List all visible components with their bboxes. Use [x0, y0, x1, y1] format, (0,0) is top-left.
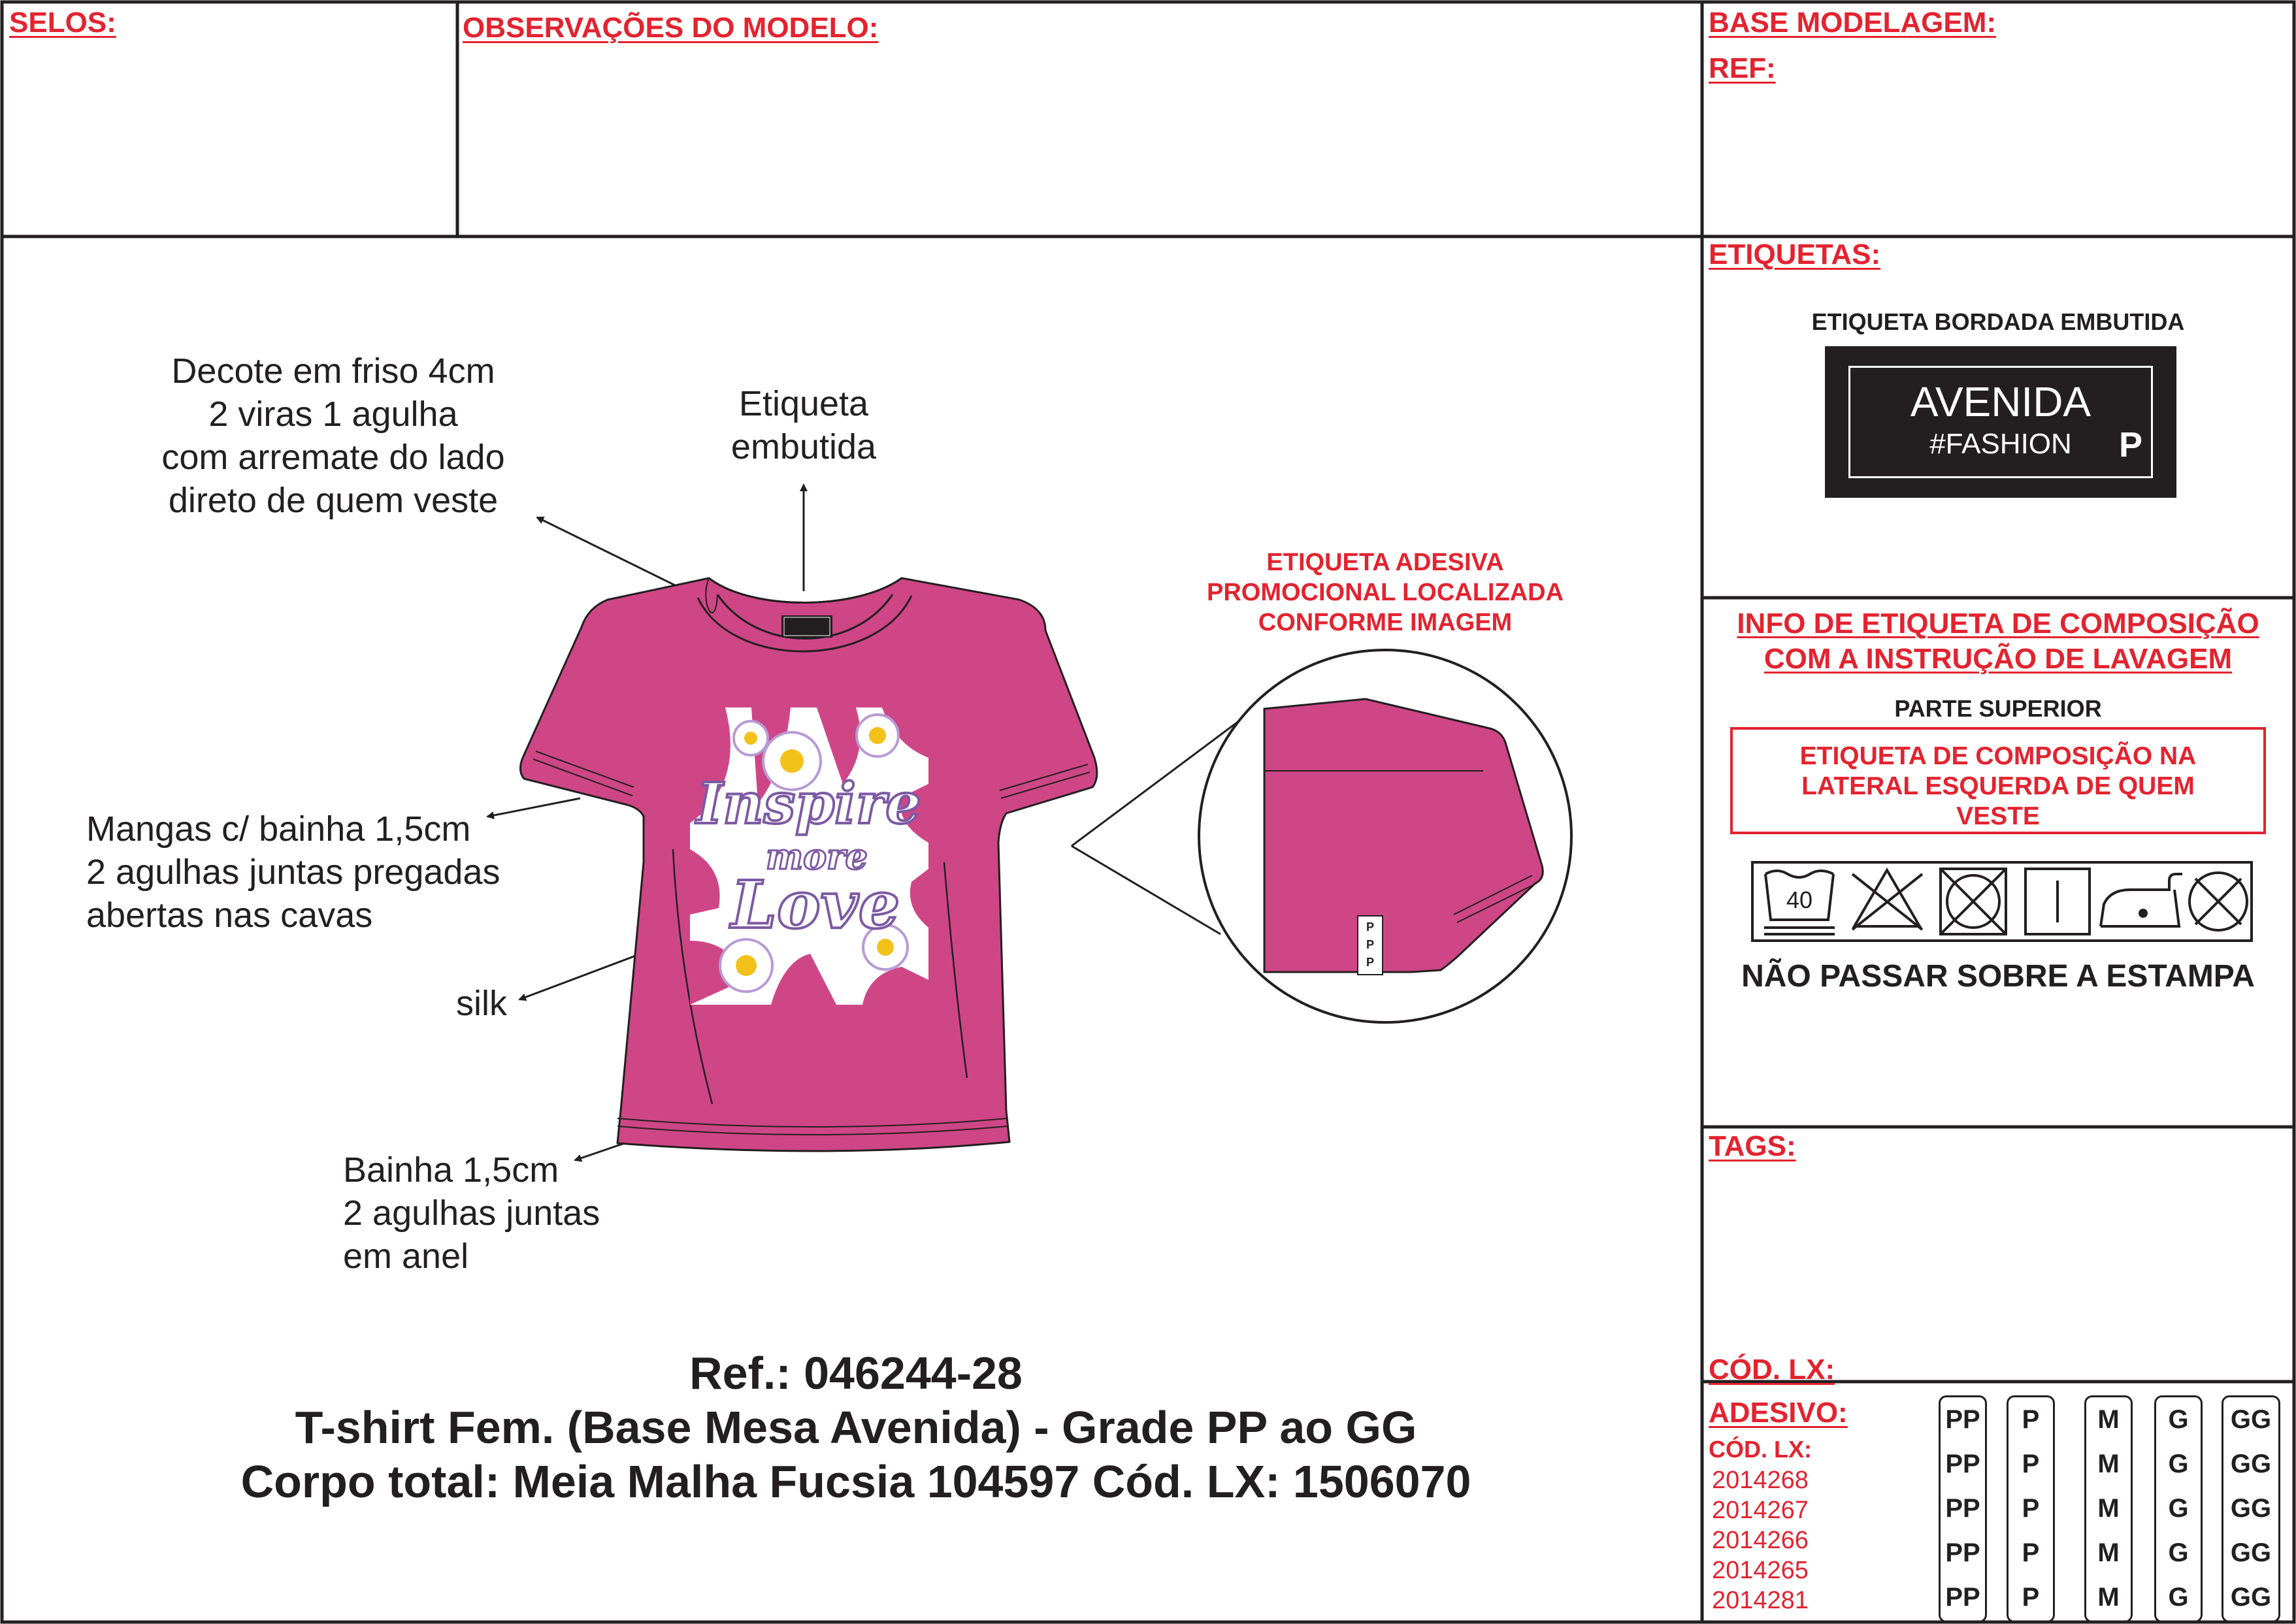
adesivo-code: 2014265	[1712, 1557, 1809, 1584]
line-dry-icon	[2025, 869, 2090, 934]
product-fabric: Corpo total: Meia Malha Fucsia 104597 Cód. LX: 1506070	[240, 1456, 1471, 1507]
size-column-gg: GG GG GG GG GG	[2222, 1395, 2280, 1623]
svg-text:P: P	[1366, 920, 1375, 934]
etiquetas-label: ETIQUETAS:	[1709, 238, 1881, 270]
brand-label	[1825, 346, 2176, 498]
print-text-inspire: Inspire	[697, 771, 921, 837]
etiqueta-note: Etiqueta embutida	[730, 384, 877, 466]
svg-text:P: P	[1366, 938, 1375, 951]
composicao-box: ETIQUETA DE COMPOSIÇÃO NA LATERAL ESQUERDA DE QUEM VESTE	[1730, 727, 2266, 834]
size-column-pp: PP PP PP PP PP	[1939, 1395, 1987, 1623]
size-column-p: P P P P P	[2007, 1395, 2055, 1623]
composicao-title: INFO DE ETIQUETA DE COMPOSIÇÃO COM A INSTRUÇÃO DE LAVAGEM	[1737, 608, 2259, 675]
adesivo-cod-label: CÓD. LX:	[1709, 1436, 1812, 1463]
adesivo-code: 2014281	[1712, 1587, 1809, 1614]
iron-low-icon	[2101, 874, 2182, 926]
print-text-love: Love	[730, 866, 900, 943]
observacoes-label: OBSERVAÇÕES DO MODELO:	[463, 12, 879, 44]
size-column-m: M M M M M	[2084, 1395, 2133, 1623]
adesivo-code: 2014268	[1712, 1467, 1809, 1494]
neck-label	[781, 615, 832, 638]
brand-name: AVENIDA	[1910, 378, 2091, 425]
svg-text:P: P	[1366, 956, 1375, 969]
brand-size: P	[2119, 425, 2143, 464]
product-description: T-shirt Fem. (Base Mesa Avenida) - Grade PP ao GG	[295, 1402, 1417, 1453]
care-symbols	[1751, 861, 2253, 942]
no-iron-warning: NÃO PASSAR SOBRE A ESTAMPA	[1741, 959, 2255, 994]
ref-label: REF:	[1709, 52, 1776, 84]
mangas-arrow	[487, 798, 580, 817]
silk-note: silk	[456, 984, 507, 1023]
adesivo-label: ADESIVO:	[1709, 1397, 1848, 1429]
adesiva-note: ETIQUETA ADESIVA PROMOCIONAL LOCALIZADA CONFORME IMAGEM	[1206, 549, 1564, 636]
product-ref: Ref.: 046244-28	[689, 1348, 1023, 1399]
bordada-title: ETIQUETA BORDADA EMBUTIDA	[1811, 308, 2185, 335]
adesivo-code: 2014267	[1712, 1497, 1809, 1524]
bainha-note: Bainha 1,5cm 2 agulhas juntas em anel	[343, 1150, 600, 1276]
svg-text:40: 40	[1786, 886, 1813, 913]
mangas-note: Mangas c/ bainha 1,5cm 2 agulhas juntas pregadas abertas nas cavas	[86, 809, 500, 935]
wash-40-icon	[1764, 871, 1835, 934]
no-dry-clean-icon	[2189, 873, 2247, 930]
base-modelagem-label: BASE MODELAGEM:	[1709, 7, 1996, 39]
print-text-more: more	[766, 836, 868, 877]
no-tumble-dry-icon	[1941, 869, 2006, 934]
no-bleach-icon	[1852, 870, 1922, 930]
decote-note: Decote em friso 4cm 2 viras 1 agulha com arremate do lado direto de quem veste	[161, 351, 505, 520]
brand-tag: #FASHION	[1929, 428, 2072, 460]
parte-superior: PARTE SUPERIOR	[1894, 695, 2102, 722]
selos-label: SELOS:	[9, 7, 116, 39]
size-column-g: G G G G G	[2154, 1395, 2203, 1623]
adesivo-code: 2014266	[1712, 1527, 1809, 1554]
tags-label: TAGS:	[1709, 1130, 1796, 1162]
cod-lx-label: CÓD. LX:	[1709, 1354, 1835, 1386]
print-panel	[690, 707, 928, 1005]
